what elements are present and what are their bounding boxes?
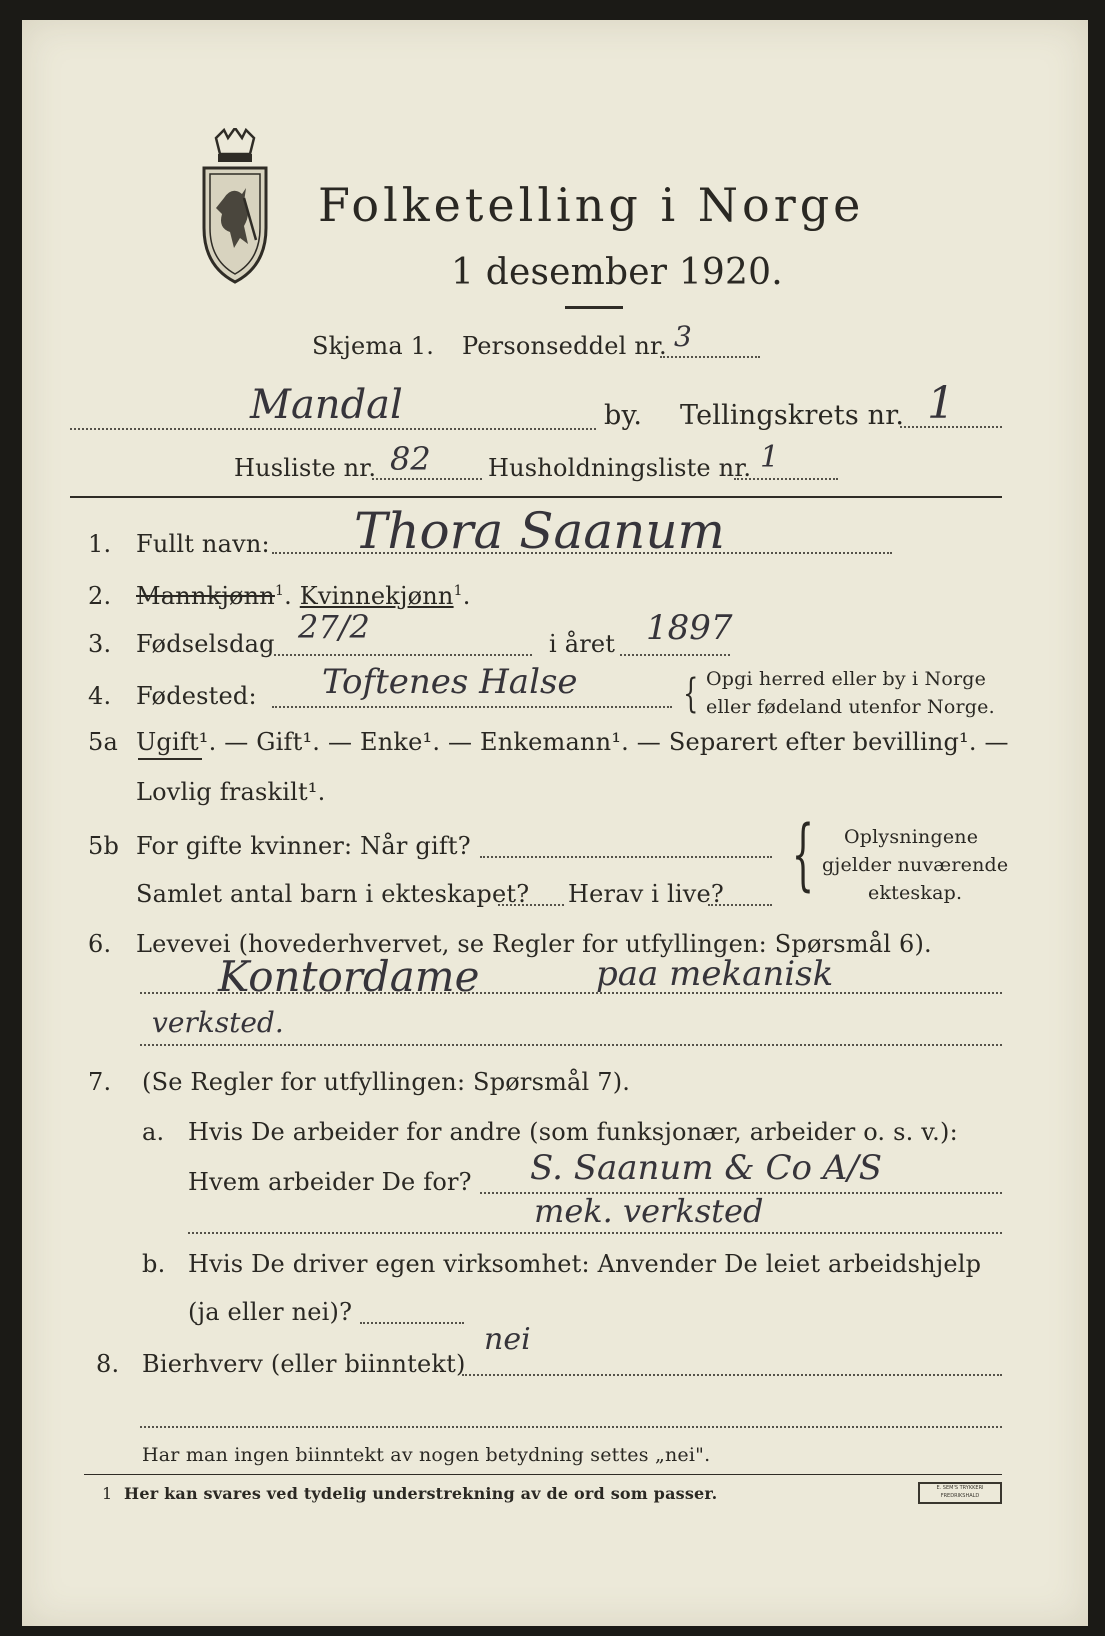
q4-number: 4. bbox=[88, 682, 112, 710]
q8-number: 8. bbox=[96, 1350, 120, 1378]
q7-number: 7. bbox=[88, 1068, 112, 1096]
personseddel-value: 3 bbox=[674, 320, 692, 353]
husholdningsliste-field-line bbox=[734, 478, 838, 480]
footer-note: Har man ingen biinntekt av nogen betydning settes „nei". bbox=[142, 1444, 711, 1466]
q6-value-occupation-cont: paa mekanisk bbox=[596, 954, 834, 994]
personseddel-label: Personseddel nr. bbox=[462, 332, 667, 360]
q5a-options-line2: Lovlig fraskilt¹. bbox=[136, 778, 326, 806]
q1-label: Fullt navn: bbox=[136, 530, 270, 558]
q4-note-line2: eller fødeland utenfor Norge. bbox=[706, 696, 995, 718]
q7a-label: Hvis De arbeider for andre (som funksjonær, arbeider o. s. v.): bbox=[188, 1118, 958, 1146]
header-rule bbox=[70, 496, 1002, 498]
city-field-line bbox=[70, 428, 596, 430]
q5b-note-line1: Oplysningene bbox=[844, 826, 979, 848]
q5b-label-when-married: For gifte kvinner: Når gift? bbox=[136, 832, 471, 860]
footer-rule bbox=[84, 1474, 1002, 1475]
footnote-number: 1 bbox=[102, 1484, 113, 1503]
title-divider bbox=[565, 306, 623, 309]
q5b-note-line2: gjelder nuværende bbox=[822, 854, 1009, 876]
q4-label: Fødested: bbox=[136, 682, 257, 710]
q8-label: Bierhverv (eller biinntekt) bbox=[142, 1350, 466, 1378]
q3-number: 3. bbox=[88, 630, 112, 658]
q7b-label-line2: (ja eller nei)? bbox=[188, 1298, 353, 1326]
census-form-page bbox=[22, 20, 1088, 1626]
q5a-options-line1: Ugift¹. — Gift¹. — Enke¹. — Enkemann¹. — Separert efter bevilling¹. — bbox=[136, 728, 1009, 756]
q5a-number: 5a bbox=[88, 728, 118, 756]
q7-label: (Se Regler for utfyllingen: Spørsmål 7). bbox=[142, 1068, 631, 1096]
q2-sup-female: 1 bbox=[453, 583, 463, 599]
tellingskrets-value: 1 bbox=[927, 378, 955, 429]
husliste-value: 82 bbox=[390, 440, 431, 478]
q6-value-occupation-line2: verksted. bbox=[152, 1006, 284, 1039]
by-label: by. bbox=[604, 400, 643, 431]
printer-stamp-text: E. SEM'S TRYKKERI FREDRIKSHALD bbox=[936, 1485, 984, 1499]
q3-value-year: 1897 bbox=[646, 608, 733, 648]
q8-field-line1 bbox=[462, 1374, 1002, 1376]
q7b-field-line bbox=[360, 1322, 464, 1324]
q2-dot-male: . bbox=[284, 582, 292, 610]
q3-field-line bbox=[274, 654, 532, 656]
q5b-label-alive: Herav i live? bbox=[568, 880, 724, 908]
printer-stamp bbox=[918, 1482, 1002, 1504]
q3-label: Fødselsdag bbox=[136, 630, 275, 658]
q7b-letter: b. bbox=[142, 1250, 166, 1278]
q7a-label-employer: Hvem arbeider De for? bbox=[188, 1168, 472, 1196]
footnote-text: Her kan svares ved tydelig understrekning av de ord som passer. bbox=[124, 1484, 718, 1503]
norwegian-coat-of-arms-icon bbox=[194, 128, 276, 284]
q7a-letter: a. bbox=[142, 1118, 165, 1146]
q8-value: nei bbox=[484, 1322, 531, 1357]
q8-field-line2 bbox=[140, 1426, 1002, 1428]
q4-bracket: { bbox=[683, 671, 699, 717]
q6-number: 6. bbox=[88, 930, 112, 958]
q2-sup-male: 1 bbox=[274, 583, 285, 599]
husliste-label: Husliste nr. bbox=[234, 454, 377, 482]
q4-field-line bbox=[272, 706, 672, 708]
q3-year-label: i året bbox=[549, 630, 616, 658]
q5b-bracket: { bbox=[791, 810, 815, 900]
q1-value-fullname: Thora Saanum bbox=[354, 502, 725, 560]
q7a-value-employer: S. Saanum & Co A/S bbox=[530, 1148, 883, 1188]
q2-dot-female: . bbox=[462, 582, 471, 610]
q6-value-occupation: Kontordame bbox=[218, 952, 480, 1001]
personseddel-field-line bbox=[660, 356, 760, 358]
husliste-field-line bbox=[372, 478, 482, 480]
q4-note-line1: Opgi herred eller by i Norge bbox=[706, 668, 987, 690]
husholdningsliste-value: 1 bbox=[760, 440, 780, 475]
city-value: Mandal bbox=[250, 382, 403, 428]
skjema-label: Skjema 1. bbox=[312, 332, 435, 360]
form-title: Folketelling i Norge bbox=[318, 178, 865, 232]
q3-year-field-line bbox=[620, 654, 730, 656]
q7a-value-employer-line2: mek. verksted bbox=[534, 1192, 764, 1230]
q6-label: Levevei (hovederhvervet, se Regler for utfyllingen: Spørsmål 6). bbox=[136, 930, 932, 958]
q2-number: 2. bbox=[88, 582, 112, 610]
q5b-number: 5b bbox=[88, 832, 120, 860]
q2-option-female: Kvinnekjønn bbox=[299, 582, 454, 610]
q5b-when-field-line bbox=[480, 856, 772, 858]
q7b-label: Hvis De driver egen virksomhet: Anvender De leiet arbeidshjelp bbox=[188, 1250, 982, 1278]
q5b-note-line3: ekteskap. bbox=[868, 882, 963, 904]
q3-value-birthdate: 27/2 bbox=[298, 608, 370, 646]
tellingskrets-label: Tellingskrets nr. bbox=[680, 400, 905, 431]
q2-options bbox=[136, 582, 471, 610]
q5b-label-children: Samlet antal barn i ekteskapet? bbox=[136, 880, 530, 908]
q6-field-line2 bbox=[140, 1044, 1002, 1046]
q5b-alive-field-line bbox=[708, 904, 772, 906]
q2-option-male: Mannkjønn bbox=[136, 582, 275, 610]
form-date: 1 desember 1920. bbox=[451, 252, 783, 293]
q5a-ugift-underline bbox=[138, 758, 202, 760]
q1-number: 1. bbox=[88, 530, 112, 558]
husholdningsliste-label: Husholdningsliste nr. bbox=[488, 454, 752, 482]
q7a-field-line2 bbox=[188, 1232, 1002, 1234]
q5b-children-field-line bbox=[498, 904, 564, 906]
q4-value-birthplace: Toftenes Halse bbox=[322, 662, 578, 702]
